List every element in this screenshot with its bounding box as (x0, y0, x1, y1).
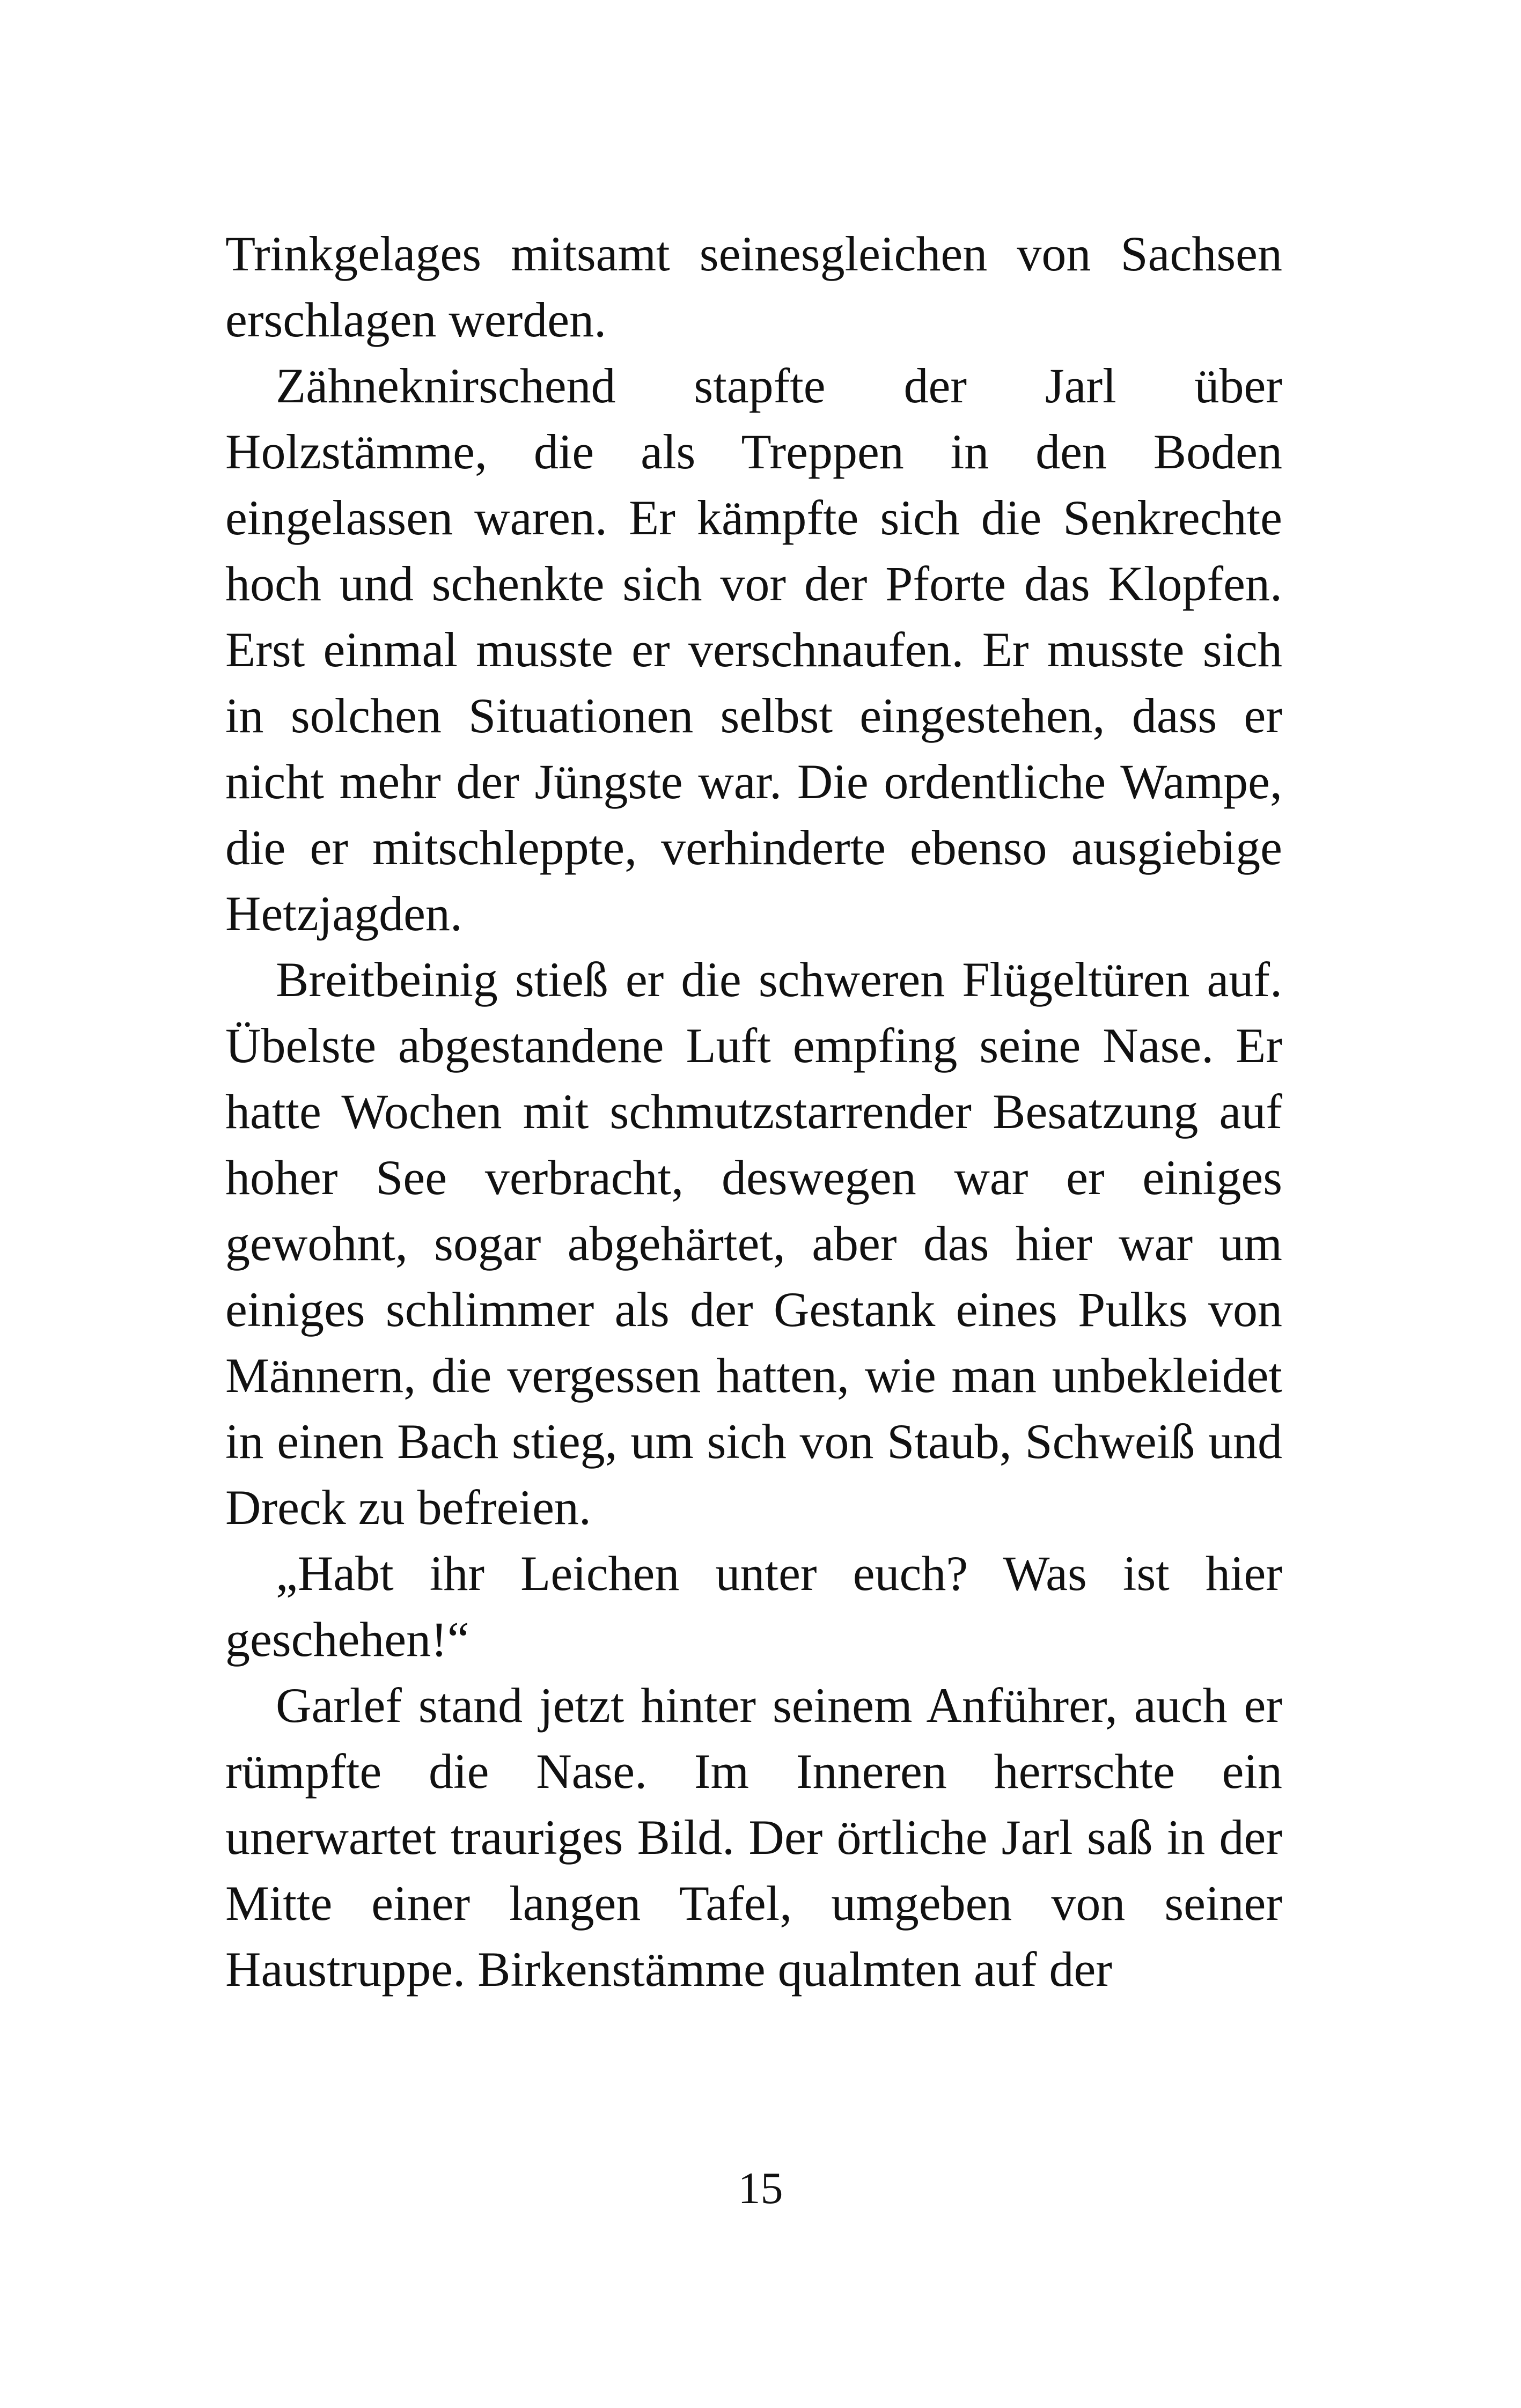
page-number: 15 (738, 2163, 783, 2213)
paragraph: Zähneknirschend stapfte der Jarl über Holzstämme, die als Treppen in den Boden eingelassen waren. Er kämpfte sich die Senkrechte hoch und schenkte sich vor der Pforte das Klopfen. Erst einmal musste er verschnaufen. Er musste sich in solchen Situationen selbst eingestehen, dass er nicht mehr der Jüngste war. Die ordentliche Wampe, die er mitschleppte, verhinderte ebenso ausgiebige Hetzjagden. (225, 358, 1282, 941)
paragraph: Garlef stand jetzt hinter seinem Anführer, auch er rümpfte die Nase. Im Inneren herrschte ein unerwartet trauriges Bild. Der örtliche Jarl saß in der Mitte einer langen Tafel, umgeben von seiner Haustruppe. Birkenstämme qualmten auf der (225, 1678, 1282, 1997)
paragraph-continued: Trinkgelages mitsamt seinesgleichen von Sachsen erschlagen werden. (225, 226, 1282, 347)
body-text (225, 221, 1282, 2002)
paragraph: Breitbeinig stieß er die schweren Flügeltüren auf. Übelste abgestandene Luft empfing seine Nase. Er hatte Wochen mit schmutzstarrender Besatzung auf hoher See verbracht, deswegen war er einiges gewohnt, sogar abgehärtet, aber das hier war um einiges schlimmer als der Gestank eines Pulks von Männern, die vergessen hatten, wie man unbekleidet in einen Bach stieg, um sich von Staub, Schweiß und Dreck zu befreien. (225, 952, 1282, 1535)
paragraph-dialogue: „Habt ihr Leichen unter euch? Was ist hier geschehen!“ (225, 1546, 1282, 1667)
